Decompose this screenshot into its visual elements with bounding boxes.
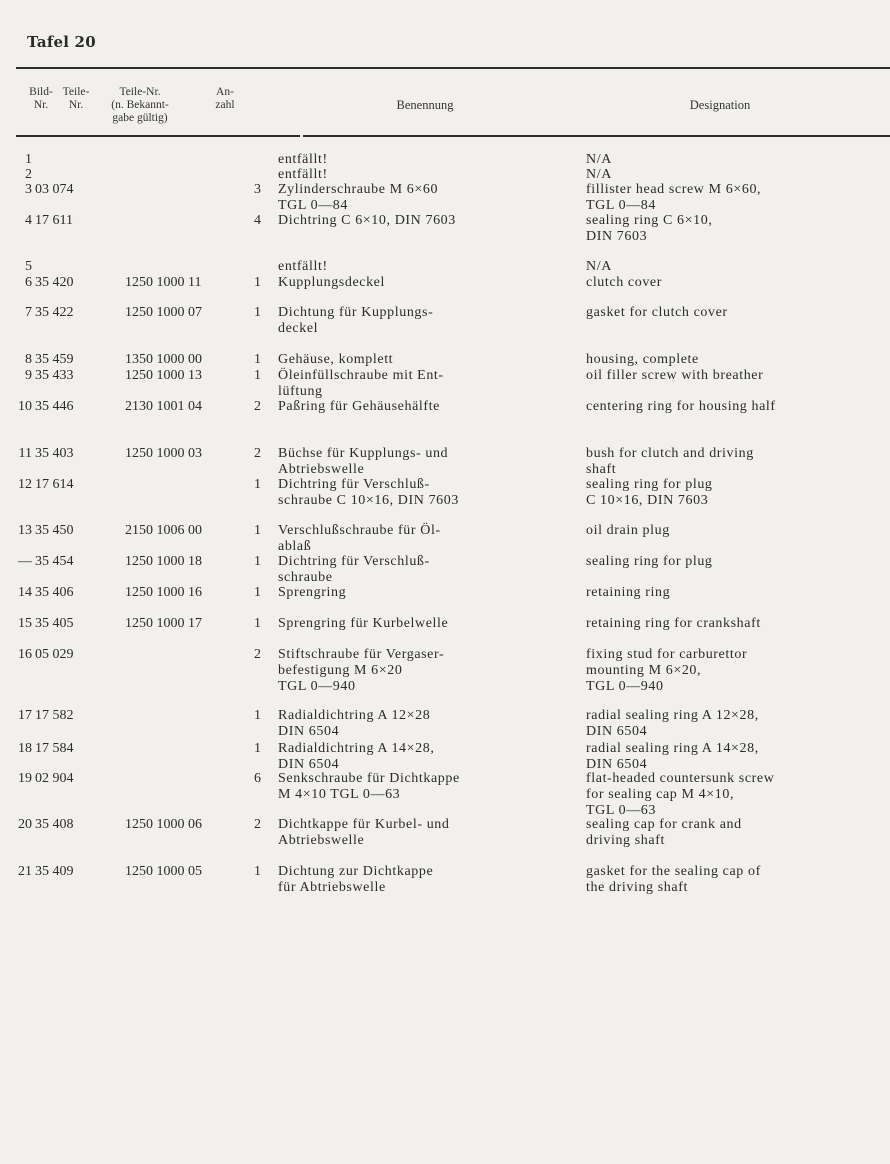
teile-nr-cell: 35 450: [35, 523, 74, 538]
benennung-cell-line: Öleinfüllschraube mit Ent-: [278, 368, 444, 383]
benennung-cell: [278, 523, 441, 555]
designation-cell: [586, 399, 776, 415]
header-benennung: Benennung: [396, 98, 454, 112]
designation-cell: [586, 275, 662, 291]
teile-nr-neu-cell: 2130 1001 04: [125, 399, 202, 414]
bild-nr-cell: 15: [18, 616, 32, 631]
anzahl-cell: 1: [254, 585, 261, 600]
benennung-cell-line: Dichtkappe für Kurbel- und: [278, 817, 450, 832]
designation-cell-line: DIN 6504: [586, 724, 648, 739]
designation-cell: [586, 368, 763, 384]
benennung-cell-line: schraube: [278, 570, 333, 585]
anzahl-cell: 1: [254, 741, 261, 756]
benennung-cell: [278, 182, 438, 214]
bild-nr-cell: 8: [25, 352, 32, 367]
teile-nr-cell: 35 433: [35, 368, 74, 383]
benennung-cell-line: Dichtung zur Dichtkappe: [278, 864, 434, 879]
benennung-cell: [278, 864, 433, 896]
designation-cell-line: shaft: [586, 462, 617, 477]
bild-nr-cell: 11: [18, 446, 32, 461]
anzahl-cell: 2: [254, 647, 261, 662]
bild-nr-cell: 14: [18, 585, 32, 600]
designation-cell-line: retaining ring for crankshaft: [586, 616, 761, 631]
benennung-cell-line: entfällt!: [278, 152, 328, 167]
teile-nr-cell: 35 420: [35, 275, 74, 290]
teile-nr-cell: 35 406: [35, 585, 74, 600]
teile-nr-cell: 35 422: [35, 305, 74, 320]
benennung-cell: [278, 167, 328, 183]
benennung-cell-line: entfällt!: [278, 259, 328, 274]
teile-nr-neu-cell: 1250 1000 07: [125, 305, 202, 320]
teile-nr-cell: 17 582: [35, 708, 74, 723]
designation-cell: [586, 446, 754, 478]
benennung-cell-line: M 4×10 TGL 0—63: [278, 787, 401, 802]
teile-nr-cell: 35 405: [35, 616, 74, 631]
teile-nr-cell: 03 074: [35, 182, 74, 197]
teile-nr-neu-cell: 1250 1000 18: [125, 554, 202, 569]
bild-nr-cell: —: [18, 554, 32, 569]
bild-nr-cell: 3: [25, 182, 32, 197]
benennung-cell-line: DIN 6504: [278, 757, 340, 772]
designation-cell: [586, 708, 759, 740]
benennung-cell: [278, 585, 346, 601]
benennung-cell-line: Dichtring C 6×10, DIN 7603: [278, 213, 456, 228]
designation-cell-line: TGL 0—63: [586, 803, 656, 818]
benennung-cell-line: entfällt!: [278, 167, 328, 182]
benennung-cell-line: Gehäuse, komplett: [278, 352, 394, 367]
teile-nr-cell: 35 403: [35, 446, 74, 461]
anzahl-cell: 1: [254, 477, 261, 492]
anzahl-cell: 1: [254, 554, 261, 569]
anzahl-cell: 1: [254, 864, 261, 879]
designation-cell-line: DIN 6504: [586, 757, 648, 772]
designation-cell-line: gasket for clutch cover: [586, 305, 728, 320]
designation-cell-line: bush for clutch and driving: [586, 446, 754, 461]
anzahl-cell: 3: [254, 182, 261, 197]
designation-cell: [586, 167, 612, 183]
bild-nr-cell: 2: [25, 167, 32, 182]
anzahl-cell: 1: [254, 523, 261, 538]
anzahl-cell: 6: [254, 771, 261, 786]
benennung-cell: [278, 368, 444, 400]
benennung-cell: [278, 352, 393, 368]
benennung-cell: [278, 446, 448, 478]
designation-cell: [586, 305, 728, 321]
bild-nr-cell: 9: [25, 368, 32, 383]
header-teile-nr-neu: Teile-Nr. (n. Bekannt- gabe gültig): [111, 86, 169, 124]
benennung-cell-line: Senkschraube für Dichtkappe: [278, 771, 460, 786]
designation-cell: [586, 647, 747, 695]
designation-cell-line: mounting M 6×20,: [586, 663, 702, 678]
designation-cell: [586, 616, 761, 632]
anzahl-cell: 1: [254, 368, 261, 383]
designation-cell-line: sealing ring C 6×10,: [586, 213, 713, 228]
designation-cell: [586, 864, 761, 896]
designation-cell-line: radial sealing ring A 12×28,: [586, 708, 759, 723]
designation-cell-line: oil filler screw with breather: [586, 368, 764, 383]
benennung-cell-line: Dichtring für Verschluß-: [278, 477, 430, 492]
teile-nr-cell: 17 611: [35, 213, 73, 228]
bild-nr-cell: 5: [25, 259, 32, 274]
benennung-cell-line: Radialdichtring A 12×28: [278, 708, 431, 723]
designation-cell: [586, 352, 699, 368]
benennung-cell: [278, 554, 430, 586]
teile-nr-cell: 02 904: [35, 771, 74, 786]
bild-nr-cell: 12: [18, 477, 32, 492]
designation-cell: [586, 554, 713, 570]
designation-cell-line: for sealing cap M 4×10,: [586, 787, 735, 802]
designation-cell: [586, 182, 761, 214]
anzahl-cell: 2: [254, 446, 261, 461]
designation-cell-line: N/A: [586, 167, 612, 182]
designation-cell-line: gasket for the sealing cap of: [586, 864, 761, 879]
designation-cell: [586, 741, 759, 773]
bild-nr-cell: 6: [25, 275, 32, 290]
benennung-cell-line: ablaß: [278, 539, 312, 554]
teile-nr-cell: 17 584: [35, 741, 74, 756]
benennung-cell-line: Paßring für Gehäusehälfte: [278, 399, 440, 414]
designation-cell-line: DIN 7603: [586, 229, 648, 244]
designation-cell-line: oil drain plug: [586, 523, 670, 538]
benennung-cell-line: Abtriebswelle: [278, 833, 365, 848]
benennung-cell: [278, 708, 430, 740]
bild-nr-cell: 18: [18, 741, 32, 756]
teile-nr-neu-cell: 1250 1000 06: [125, 817, 202, 832]
benennung-cell-line: Radialdichtring A 14×28,: [278, 741, 435, 756]
page-title: Tafel 20: [27, 33, 96, 51]
bild-nr-cell: 13: [18, 523, 32, 538]
designation-cell-line: retaining ring: [586, 585, 671, 600]
benennung-cell-line: deckel: [278, 321, 319, 336]
benennung-cell-line: für Abtriebswelle: [278, 880, 386, 895]
anzahl-cell: 1: [254, 708, 261, 723]
anzahl-cell: 2: [254, 817, 261, 832]
teile-nr-neu-cell: 1250 1000 03: [125, 446, 202, 461]
designation-cell-line: housing, complete: [586, 352, 699, 367]
benennung-cell: [278, 477, 459, 509]
benennung-cell: [278, 817, 450, 849]
designation-cell: [586, 152, 612, 168]
header-rule-right: [303, 135, 890, 137]
benennung-cell-line: TGL 0—84: [278, 198, 348, 213]
header-bild-nr: Bild- Nr.: [29, 86, 53, 111]
benennung-cell-line: Dichtring für Verschluß-: [278, 554, 430, 569]
benennung-cell: [278, 305, 433, 337]
bild-nr-cell: 16: [18, 647, 32, 662]
designation-cell: [586, 817, 742, 849]
teile-nr-cell: 35 454: [35, 554, 74, 569]
bild-nr-cell: 4: [25, 213, 32, 228]
bild-nr-cell: 21: [18, 864, 32, 879]
benennung-cell-line: Kupplungsdeckel: [278, 275, 385, 290]
benennung-cell-line: Verschlußschraube für Öl-: [278, 523, 441, 538]
designation-cell-line: N/A: [586, 259, 612, 274]
designation-cell-line: fixing stud for carburettor: [586, 647, 748, 662]
teile-nr-cell: 05 029: [35, 647, 74, 662]
bild-nr-cell: 19: [18, 771, 32, 786]
bild-nr-cell: 1: [25, 152, 32, 167]
benennung-cell: [278, 741, 434, 773]
teile-nr-cell: 35 459: [35, 352, 74, 367]
benennung-cell-line: lüftung: [278, 384, 323, 399]
benennung-cell-line: Abtriebswelle: [278, 462, 365, 477]
benennung-cell-line: Sprengring für Kurbelwelle: [278, 616, 449, 631]
designation-cell-line: TGL 0—84: [586, 198, 656, 213]
benennung-cell-line: Büchse für Kupplungs- und: [278, 446, 449, 461]
benennung-cell: [278, 616, 448, 632]
bild-nr-cell: 10: [18, 399, 32, 414]
benennung-cell-line: Zylinderschraube M 6×60: [278, 182, 439, 197]
teile-nr-neu-cell: 1250 1000 13: [125, 368, 202, 383]
header-teile-nr: Teile- Nr.: [62, 86, 90, 111]
designation-cell-line: sealing ring for plug: [586, 477, 713, 492]
bild-nr-cell: 7: [25, 305, 32, 320]
header-rule-left: [16, 135, 300, 137]
benennung-cell: [278, 152, 328, 168]
benennung-cell-line: befestigung M 6×20: [278, 663, 403, 678]
teile-nr-cell: 35 408: [35, 817, 74, 832]
designation-cell-line: N/A: [586, 152, 612, 167]
designation-cell: [586, 259, 612, 275]
teile-nr-neu-cell: 1250 1000 11: [125, 275, 202, 290]
bild-nr-cell: 17: [18, 708, 32, 723]
designation-cell: [586, 213, 712, 245]
teile-nr-neu-cell: 1250 1000 16: [125, 585, 202, 600]
benennung-cell: [278, 399, 440, 415]
designation-cell: [586, 771, 774, 819]
teile-nr-neu-cell: 1250 1000 05: [125, 864, 202, 879]
designation-cell-line: TGL 0—940: [586, 679, 664, 694]
anzahl-cell: 2: [254, 399, 261, 414]
teile-nr-neu-cell: 1350 1000 00: [125, 352, 202, 367]
anzahl-cell: 1: [254, 305, 261, 320]
designation-cell-line: sealing ring for plug: [586, 554, 713, 569]
designation-cell-line: the driving shaft: [586, 880, 688, 895]
designation-cell-line: clutch cover: [586, 275, 662, 290]
benennung-cell-line: Dichtung für Kupplungs-: [278, 305, 434, 320]
designation-cell-line: fillister head screw M 6×60,: [586, 182, 762, 197]
anzahl-cell: 4: [254, 213, 261, 228]
benennung-cell: [278, 259, 328, 275]
teile-nr-neu-cell: 1250 1000 17: [125, 616, 202, 631]
bild-nr-cell: 20: [18, 817, 32, 832]
benennung-cell-line: DIN 6504: [278, 724, 340, 739]
header-anzahl: An- zahl: [215, 86, 235, 111]
designation-cell: [586, 523, 670, 539]
benennung-cell: [278, 213, 456, 229]
anzahl-cell: 1: [254, 352, 261, 367]
benennung-cell-line: TGL 0—940: [278, 679, 356, 694]
anzahl-cell: 1: [254, 616, 261, 631]
benennung-cell: [278, 647, 444, 695]
benennung-cell-line: schraube C 10×16, DIN 7603: [278, 493, 459, 508]
designation-cell-line: centering ring for housing half: [586, 399, 776, 414]
designation-cell-line: sealing cap for crank and: [586, 817, 742, 832]
benennung-cell: [278, 275, 385, 291]
designation-cell-line: flat-headed countersunk screw: [586, 771, 775, 786]
anzahl-cell: 1: [254, 275, 261, 290]
designation-cell-line: driving shaft: [586, 833, 665, 848]
teile-nr-cell: 35 446: [35, 399, 74, 414]
designation-cell: [586, 477, 713, 509]
benennung-cell: [278, 771, 460, 803]
teile-nr-cell: 35 409: [35, 864, 74, 879]
top-rule: [16, 67, 890, 69]
header-designation: Designation: [689, 98, 751, 112]
benennung-cell-line: Stiftschraube für Vergaser-: [278, 647, 445, 662]
teile-nr-cell: 17 614: [35, 477, 74, 492]
teile-nr-neu-cell: 2150 1006 00: [125, 523, 202, 538]
designation-cell: [586, 585, 670, 601]
designation-cell-line: radial sealing ring A 14×28,: [586, 741, 759, 756]
designation-cell-line: C 10×16, DIN 7603: [586, 493, 709, 508]
benennung-cell-line: Sprengring: [278, 585, 347, 600]
